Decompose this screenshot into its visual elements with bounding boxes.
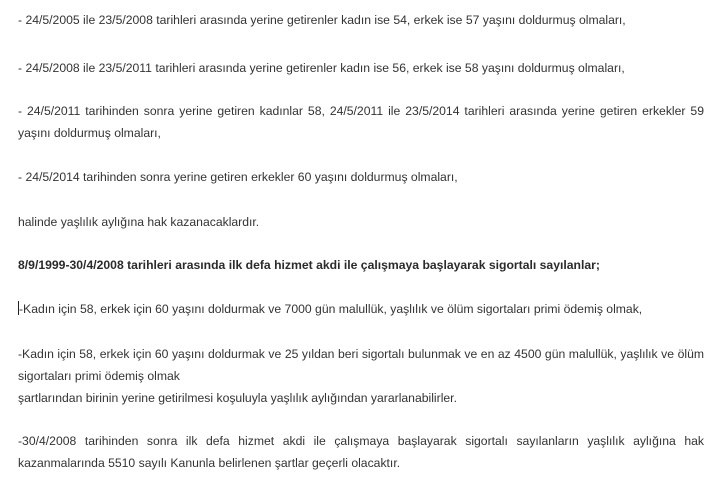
paragraph-7-wrapper[interactable] — [18, 298, 704, 320]
section-heading: 8/9/1999-30/4/2008 tarihleri arasında ilk defa hizmet akdi ile çalışmaya başlayarak sigortalı sayılanlar; — [18, 258, 600, 272]
paragraph-7: -Kadın için 58, erkek için 60 yaşını doldurmak ve 7000 gün malullük, yaşlılık ve ölüm sigortaları primi ödemiş olmak, — [19, 302, 643, 316]
paragraph-5: halinde yaşlılık aylığına hak kazanacaklardır. — [18, 215, 260, 229]
paragraph-8: -Kadın için 58, erkek için 60 yaşını doldurmak ve 25 yıldan beri sigortalı bulunmak ve en az 4500 gün malullük, yaşlılık ve ölüm sigortaları primi ödemiş olmak — [18, 347, 704, 383]
paragraph-4: - 24/5/2014 tarihinden sonra yerine getiren erkekler 60 yaşını doldurmuş olmaları, — [18, 170, 458, 184]
paragraph-10: -30/4/2008 tarihinden sonra ilk defa hizmet akdi ile çalışmaya başlayarak sigortalı sayılanların yaşlılık aylığına hak kazanmalarında 5510 sayılı Kanunla belirlenen şartlar geçerli olacaktır. — [18, 434, 704, 470]
paragraph-9: şartlarından birinin yerine getirilmesi koşuluyla yaşlılık aylığından yararlanabilirler. — [18, 391, 457, 405]
paragraph-2: - 24/5/2008 ile 23/5/2011 tarihleri arasında yerine getirenler kadın ise 56, erkek ise 58 yaşını doldurmuş olmaları, — [18, 61, 625, 75]
paragraph-1: - 24/5/2005 ile 23/5/2008 tarihleri arasında yerine getirenler kadın ise 54, erkek ise 57 yaşını doldurmuş olmaları, — [18, 13, 626, 27]
paragraph-3: - 24/5/2011 tarihinden sonra yerine getiren kadınlar 58, 24/5/2011 ile 23/5/2014 tarihleri arasında yerine getiren erkekler 59 yaşını doldurmuş olmaları, — [18, 104, 704, 140]
